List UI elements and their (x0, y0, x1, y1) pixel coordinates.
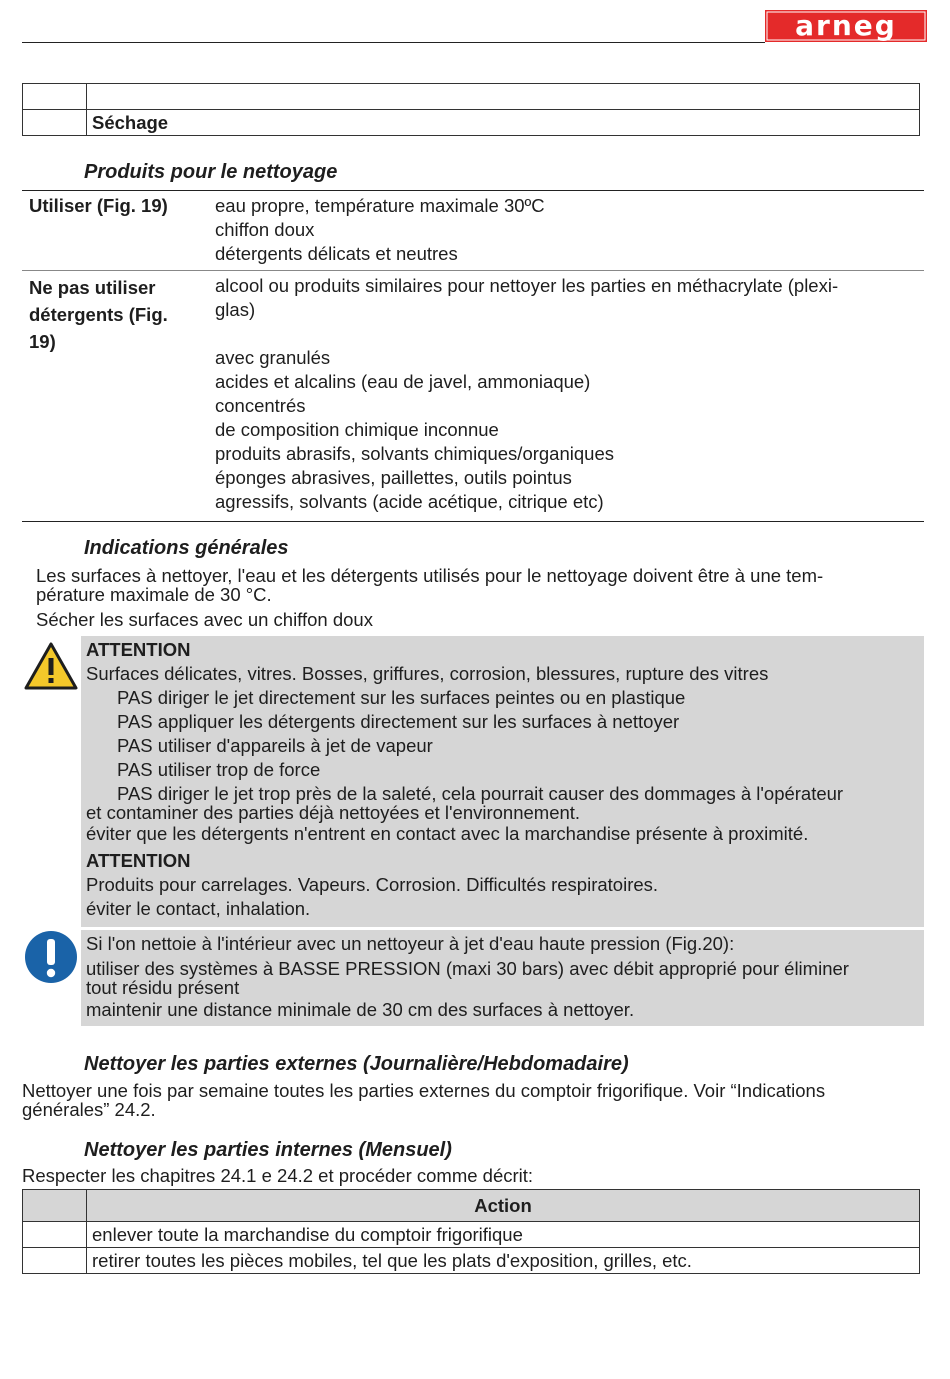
list-item: eau propre, température maximale 30ºC (215, 195, 545, 216)
action-table-header (22, 1189, 920, 1222)
paragraph-line: générales” 24.2. (22, 1099, 156, 1120)
table-rule (22, 190, 924, 191)
paragraph-line: Les surfaces à nettoyer, l'eau et les détergents utilisés pour le nettoyage doivent être à une tem- (36, 565, 824, 586)
list-item: détergents délicats et neutres (215, 243, 458, 264)
external-paragraph (22, 1081, 825, 1119)
table-num-cell (23, 84, 87, 109)
warning-subtitle: Surfaces délicates, vitres. Bosses, griffures, corrosion, blessures, rupture des vitres (86, 663, 769, 684)
dont-label (29, 274, 168, 355)
use-label: Utiliser (Fig. 19) (29, 195, 168, 216)
dont-label-line: 19) (29, 331, 56, 352)
dont-label-line: détergents (Fig. (29, 304, 168, 325)
dont-label-line: Ne pas utiliser (29, 277, 156, 298)
warning-triangle-icon (24, 641, 78, 691)
dont-list (215, 274, 838, 514)
table-row (22, 1247, 920, 1274)
action-cell: retirer toutes les pièces mobiles, tel que les plats d'exposition, grilles, etc. (92, 1249, 692, 1271)
list-item: avec granulés (215, 347, 331, 368)
warning-subtitle: Produits pour carrelages. Vapeurs. Corrosion. Difficultés respiratoires. (86, 874, 659, 895)
table-num-cell (23, 1190, 87, 1221)
info-box (81, 930, 924, 1026)
table-rule (22, 270, 924, 271)
internal-intro: Respecter les chapitres 24.1 e 24.2 et procéder comme décrit: (22, 1165, 534, 1186)
general-dry-line: Sécher les surfaces avec un chiffon doux (36, 609, 373, 630)
section-title-general: Indications générales (84, 537, 289, 559)
list-item: alcool ou produits similaires pour nettoyer les parties en méthacrylate (plexi- (215, 275, 839, 296)
info-line: utiliser des systèmes à BASSE PRESSION (maxi 30 bars) avec débit approprié pour éliminer (86, 958, 849, 979)
info-line: Si l'on nettoie à l'intérieur avec un nettoyeur à jet d'eau haute pression (Fig.20): (86, 933, 735, 954)
brand-text: arneg (795, 10, 897, 42)
action-header-label: Action (474, 1194, 532, 1216)
action-cell: enlever toute la marchandise du comptoir frigorifique (92, 1223, 523, 1245)
table-num-cell (23, 1222, 87, 1247)
list-item: chiffon doux (215, 219, 315, 240)
warning-title: ATTENTION (86, 850, 191, 871)
top-table-row (22, 109, 920, 136)
list-item: produits abrasifs, solvants chimiques/organiques (215, 443, 614, 464)
table-num-cell (23, 110, 87, 135)
general-paragraph (36, 566, 823, 604)
warning-item: PAS utiliser trop de force (117, 759, 321, 780)
arneg-logo (765, 10, 927, 42)
section-title-products: Produits pour le nettoyage (84, 161, 338, 183)
warning-item-cont: et contaminer des parties déjà nettoyées et l'environnement. (86, 802, 581, 823)
warning-item: PAS diriger le jet directement sur les surfaces peintes ou en plastique (117, 687, 686, 708)
list-item: glas) (215, 299, 256, 320)
warning-item: PAS appliquer les détergents directement sur les surfaces à nettoyer (117, 711, 680, 732)
table-rule (22, 521, 924, 522)
table-text-cell: Séchage (92, 111, 169, 133)
list-item: éponges abrasives, paillettes, outils pointus (215, 467, 572, 488)
table-row (22, 1221, 920, 1248)
paragraph-line: Nettoyer une fois par semaine toutes les parties externes du comptoir frigorifique. Voir “Indications (22, 1080, 826, 1101)
list-item: de composition chimique inconnue (215, 419, 499, 440)
paragraph-line: pérature maximale de 30 °C. (36, 584, 272, 605)
warning-avoid: éviter le contact, inhalation. (86, 898, 311, 919)
use-list (215, 194, 545, 266)
info-line: tout résidu présent (86, 977, 240, 998)
warning-item: PAS utiliser d'appareils à jet de vapeur (117, 735, 433, 756)
exclamation-icon (24, 930, 78, 984)
section-title-internal: Nettoyer les parties internes (Mensuel) (84, 1139, 452, 1161)
top-table-row (22, 83, 920, 110)
info-line: maintenir une distance minimale de 30 cm des surfaces à nettoyer. (86, 999, 635, 1020)
list-item: concentrés (215, 395, 306, 416)
warning-avoid: éviter que les détergents n'entrent en contact avec la marchandise présente à proximité. (86, 823, 809, 844)
warning-title: ATTENTION (86, 639, 191, 660)
section-title-external: Nettoyer les parties externes (Journalière/Hebdomadaire) (84, 1053, 629, 1075)
header-rule (22, 42, 765, 43)
list-item: acides et alcalins (eau de javel, ammoniaque) (215, 371, 591, 392)
warning-box (81, 636, 924, 927)
warning-item: PAS diriger le jet trop près de la saleté, cela pourrait causer des dommages à l'opérateur (117, 783, 844, 804)
table-num-cell (23, 1248, 87, 1273)
list-item: agressifs, solvants (acide acétique, citrique etc) (215, 491, 604, 512)
